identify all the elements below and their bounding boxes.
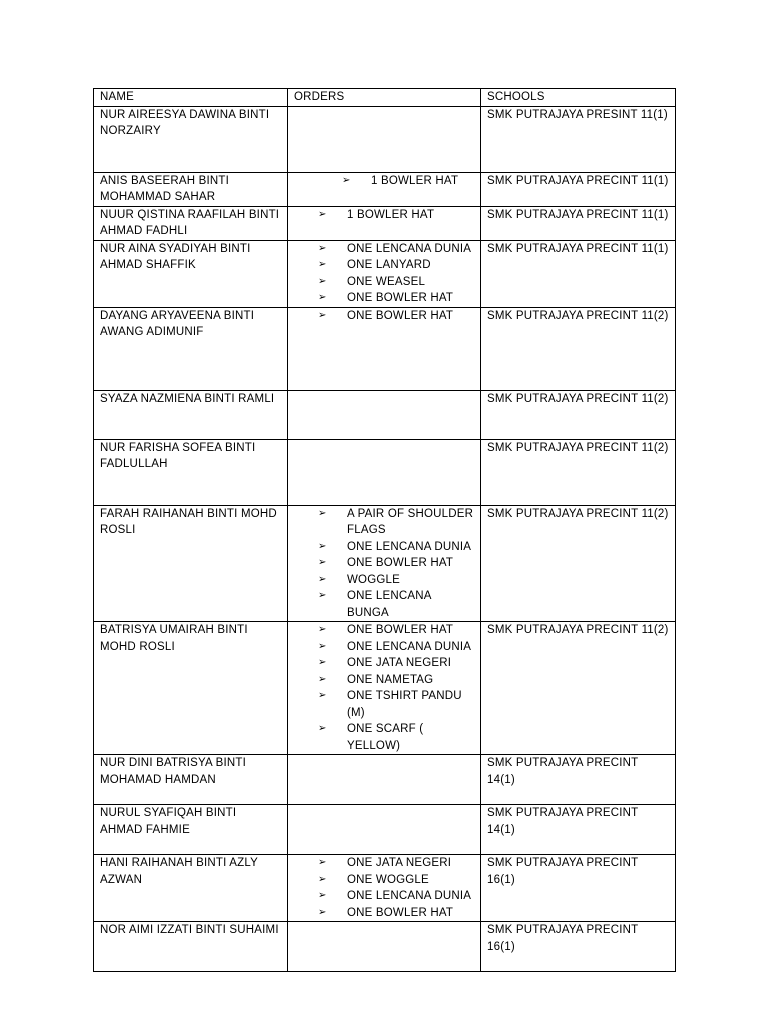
order-item: ➢ ONE BOWLER HAT (318, 308, 474, 325)
order-item: ➢ ONE BOWLER HAT (318, 290, 474, 307)
header-name: NAME (94, 89, 288, 107)
school-name: SMK PUTRAJAYA PRECINT 16(1) (481, 922, 676, 972)
header-row (94, 89, 676, 107)
table-row (94, 855, 676, 922)
school-name: SMK PUTRAJAYA PRECINT 11(2) (481, 505, 676, 622)
student-name: NUR FARISHA SOFEA BINTI FADLULLAH (94, 439, 288, 505)
order-item: ➢ ONE WEASEL (318, 274, 474, 291)
table-row (94, 206, 676, 240)
student-name: NURUL SYAFIQAH BINTI AHMAD FAHMIE (94, 805, 288, 855)
school-name: SMK PUTRAJAYA PRESINT 11(1) (481, 106, 676, 172)
school-name: SMK PUTRAJAYA PRECINT 11(2) (481, 622, 676, 755)
school-name: SMK PUTRAJAYA PRECINT 11(2) (481, 390, 676, 439)
order-item: ➢ ONE LENCANA DUNIA (318, 241, 474, 258)
orders-cell (288, 755, 481, 805)
school-name: SMK PUTRAJAYA PRECINT 16(1) (481, 855, 676, 922)
student-name: NOR AIMI IZZATI BINTI SUHAIMI (94, 922, 288, 972)
table-row (94, 505, 676, 622)
table-row (94, 755, 676, 805)
orders-cell (288, 922, 481, 972)
order-item: ➢ ONE BOWLER HAT (318, 622, 474, 639)
school-name: SMK PUTRAJAYA PRECINT 14(1) (481, 805, 676, 855)
order-item: ➢ ONE SCARF ( YELLOW) (318, 721, 474, 754)
order-item: ➢ ONE JATA NEGERI (318, 655, 474, 672)
order-item: ➢ ONE LANYARD (318, 257, 474, 274)
table-row (94, 240, 676, 307)
table-row (94, 622, 676, 755)
order-item: ➢ 1 BOWLER HAT (318, 207, 474, 224)
table-row (94, 390, 676, 439)
orders-table (93, 88, 676, 972)
student-name: NUUR QISTINA RAAFILAH BINTI AHMAD FADHLI (94, 206, 288, 240)
student-name: DAYANG ARYAVEENA BINTI AWANG ADIMUNIF (94, 307, 288, 390)
orders-cell (288, 439, 481, 505)
student-name: NUR AINA SYADIYAH BINTI AHMAD SHAFFIK (94, 240, 288, 307)
school-name: SMK PUTRAJAYA PRECINT 14(1) (481, 755, 676, 805)
order-item: ➢ ONE TSHIRT PANDU (M) (318, 688, 474, 721)
order-item: ➢ ONE NAMETAG (318, 672, 474, 689)
student-name: HANI RAIHANAH BINTI AZLY AZWAN (94, 855, 288, 922)
school-name: SMK PUTRAJAYA PRECINT 11(2) (481, 439, 676, 505)
order-item: ➢ WOGGLE (318, 572, 474, 589)
order-item: ➢ ONE WOGGLE (318, 872, 474, 889)
order-item: ➢ A PAIR OF SHOULDER FLAGS (318, 506, 474, 539)
orders-cell (288, 206, 481, 240)
header-orders: ORDERS (288, 89, 481, 107)
header-schools: SCHOOLS (481, 89, 676, 107)
orders-cell (288, 855, 481, 922)
school-name: SMK PUTRAJAYA PRECINT 11(1) (481, 172, 676, 206)
orders-cell (288, 240, 481, 307)
orders-cell (288, 106, 481, 172)
table-row (94, 805, 676, 855)
student-name: FARAH RAIHANAH BINTI MOHD ROSLI (94, 505, 288, 622)
order-item: ➢ 1 BOWLER HAT (342, 173, 474, 190)
orders-cell (288, 390, 481, 439)
table-row (94, 439, 676, 505)
order-item: ➢ ONE LENCANA DUNIA (318, 888, 474, 905)
orders-cell (288, 307, 481, 390)
school-name: SMK PUTRAJAYA PRECINT 11(1) (481, 206, 676, 240)
table-row (94, 106, 676, 172)
table-row (94, 922, 676, 972)
student-name: SYAZA NAZMIENA BINTI RAMLI (94, 390, 288, 439)
order-item: ➢ ONE LENCANA BUNGA (318, 588, 474, 621)
order-item: ➢ ONE JATA NEGERI (318, 855, 474, 872)
student-name: ANIS BASEERAH BINTI MOHAMMAD SAHAR (94, 172, 288, 206)
school-name: SMK PUTRAJAYA PRECINT 11(1) (481, 240, 676, 307)
student-name: BATRISYA UMAIRAH BINTI MOHD ROSLI (94, 622, 288, 755)
order-item: ➢ ONE LENCANA DUNIA (318, 639, 474, 656)
table-row (94, 172, 676, 206)
orders-cell (288, 505, 481, 622)
student-name: NUR DINI BATRISYA BINTI MOHAMAD HAMDAN (94, 755, 288, 805)
order-item: ➢ ONE BOWLER HAT (318, 905, 474, 922)
orders-cell (288, 172, 481, 206)
orders-cell (288, 805, 481, 855)
table-row (94, 307, 676, 390)
order-item: ➢ ONE BOWLER HAT (318, 555, 474, 572)
orders-cell (288, 622, 481, 755)
school-name: SMK PUTRAJAYA PRECINT 11(2) (481, 307, 676, 390)
order-item: ➢ ONE LENCANA DUNIA (318, 539, 474, 556)
student-name: NUR AIREESYA DAWINA BINTI NORZAIRY (94, 106, 288, 172)
